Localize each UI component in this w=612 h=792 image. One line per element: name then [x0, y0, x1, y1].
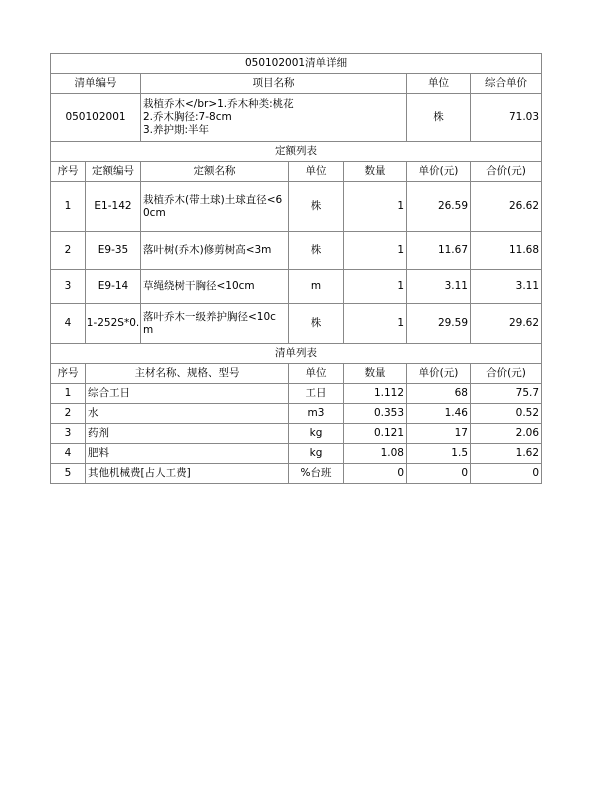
material-total: 0: [471, 464, 542, 484]
quota-code: 1-252S*0.: [86, 304, 141, 344]
material-row: [51, 404, 542, 424]
quota-seq: 3: [51, 270, 86, 304]
material-seq: 2: [51, 404, 86, 424]
quota-qty: 1: [344, 182, 407, 232]
material-unit: m3: [289, 404, 344, 424]
material-qty: 0: [344, 464, 407, 484]
material-seq: 1: [51, 384, 86, 404]
quota-unit-price: 26.59: [407, 182, 471, 232]
quota-unit: m: [289, 270, 344, 304]
quota-unit-price: 29.59: [407, 304, 471, 344]
material-seq: 4: [51, 444, 86, 464]
quota-total: 29.62: [471, 304, 542, 344]
quota-unit: 株: [289, 182, 344, 232]
list-item-row: [51, 94, 542, 142]
quota-unit-price: 3.11: [407, 270, 471, 304]
quota-name: 栽植乔木(带土球)土球直径<60cm: [141, 182, 289, 232]
quota-unit-header: 单位: [289, 162, 344, 182]
list-name-header: 项目名称: [141, 74, 407, 94]
material-total: 1.62: [471, 444, 542, 464]
quota-seq-header: 序号: [51, 162, 86, 182]
list-item-price: 71.03: [471, 94, 542, 142]
quota-header-row: [51, 162, 542, 182]
material-total-header: 合价(元): [471, 364, 542, 384]
quota-code-header: 定额编号: [86, 162, 141, 182]
quota-total: 26.62: [471, 182, 542, 232]
material-qty: 0.121: [344, 424, 407, 444]
material-unit: 工日: [289, 384, 344, 404]
material-qty-header: 数量: [344, 364, 407, 384]
material-unit-price: 17: [407, 424, 471, 444]
quota-unit: 株: [289, 304, 344, 344]
material-seq: 3: [51, 424, 86, 444]
quota-unit-price: 11.67: [407, 232, 471, 270]
list-item-code: 050102001: [51, 94, 141, 142]
quota-qty-header: 数量: [344, 162, 407, 182]
description-line-3: 3.养护期:半年: [143, 124, 210, 136]
material-name-header: 主材名称、规格、型号: [86, 364, 289, 384]
material-qty: 1.112: [344, 384, 407, 404]
quota-section-row: [51, 142, 542, 162]
material-unit-price: 1.46: [407, 404, 471, 424]
material-name: 药剂: [86, 424, 289, 444]
quota-seq: 2: [51, 232, 86, 270]
quota-unit: 株: [289, 232, 344, 270]
material-name: 水: [86, 404, 289, 424]
material-section-title: 清单列表: [51, 344, 542, 364]
description-line-1: 栽植乔木</br>1.乔木种类:桃花: [143, 98, 294, 110]
quota-seq: 1: [51, 182, 86, 232]
material-name: 综合工日: [86, 384, 289, 404]
quota-code: E9-14: [86, 270, 141, 304]
material-unit-price: 1.5: [407, 444, 471, 464]
material-total: 75.7: [471, 384, 542, 404]
material-total: 2.06: [471, 424, 542, 444]
quota-code: E9-35: [86, 232, 141, 270]
material-name: 其他机械费[占人工费]: [86, 464, 289, 484]
quota-row: [51, 270, 542, 304]
material-qty: 0.353: [344, 404, 407, 424]
material-unit: %台班: [289, 464, 344, 484]
material-seq: 5: [51, 464, 86, 484]
quota-code: E1-142: [86, 182, 141, 232]
quota-name: 落叶乔木一级养护胸径<10cm: [141, 304, 289, 344]
material-unit-price: 68: [407, 384, 471, 404]
material-unit: kg: [289, 444, 344, 464]
quota-row: [51, 304, 542, 344]
material-unit: kg: [289, 424, 344, 444]
title-row: [51, 54, 542, 74]
quota-row: [51, 182, 542, 232]
material-unit-price: 0: [407, 464, 471, 484]
quota-qty: 1: [344, 232, 407, 270]
material-header-row: [51, 364, 542, 384]
material-total: 0.52: [471, 404, 542, 424]
table-title: 050102001清单详细: [51, 54, 542, 74]
quota-total: 11.68: [471, 232, 542, 270]
material-name: 肥料: [86, 444, 289, 464]
material-qty: 1.08: [344, 444, 407, 464]
quota-row: [51, 232, 542, 270]
material-seq-header: 序号: [51, 364, 86, 384]
quota-total: 3.11: [471, 270, 542, 304]
quota-name-header: 定额名称: [141, 162, 289, 182]
material-row: [51, 464, 542, 484]
quota-name: 落叶树(乔木)修剪树高<3m: [141, 232, 289, 270]
quota-seq: 4: [51, 304, 86, 344]
material-unit-header: 单位: [289, 364, 344, 384]
list-item-unit: 株: [407, 94, 471, 142]
bill-detail-table: [50, 53, 542, 484]
material-unit-price-header: 单价(元): [407, 364, 471, 384]
quota-qty: 1: [344, 270, 407, 304]
list-code-header: 清单编号: [51, 74, 141, 94]
quota-qty: 1: [344, 304, 407, 344]
list-item-description: [141, 94, 407, 142]
quota-section-title: 定额列表: [51, 142, 542, 162]
list-price-header: 综合单价: [471, 74, 542, 94]
quota-unit-price-header: 单价(元): [407, 162, 471, 182]
list-unit-header: 单位: [407, 74, 471, 94]
quota-name: 草绳绕树干胸径<10cm: [141, 270, 289, 304]
description-line-2: 2.乔木胸径:7-8cm: [143, 111, 232, 123]
material-section-row: [51, 344, 542, 364]
material-row: [51, 444, 542, 464]
quota-total-header: 合价(元): [471, 162, 542, 182]
list-header-row: [51, 74, 542, 94]
material-row: [51, 384, 542, 404]
material-row: [51, 424, 542, 444]
